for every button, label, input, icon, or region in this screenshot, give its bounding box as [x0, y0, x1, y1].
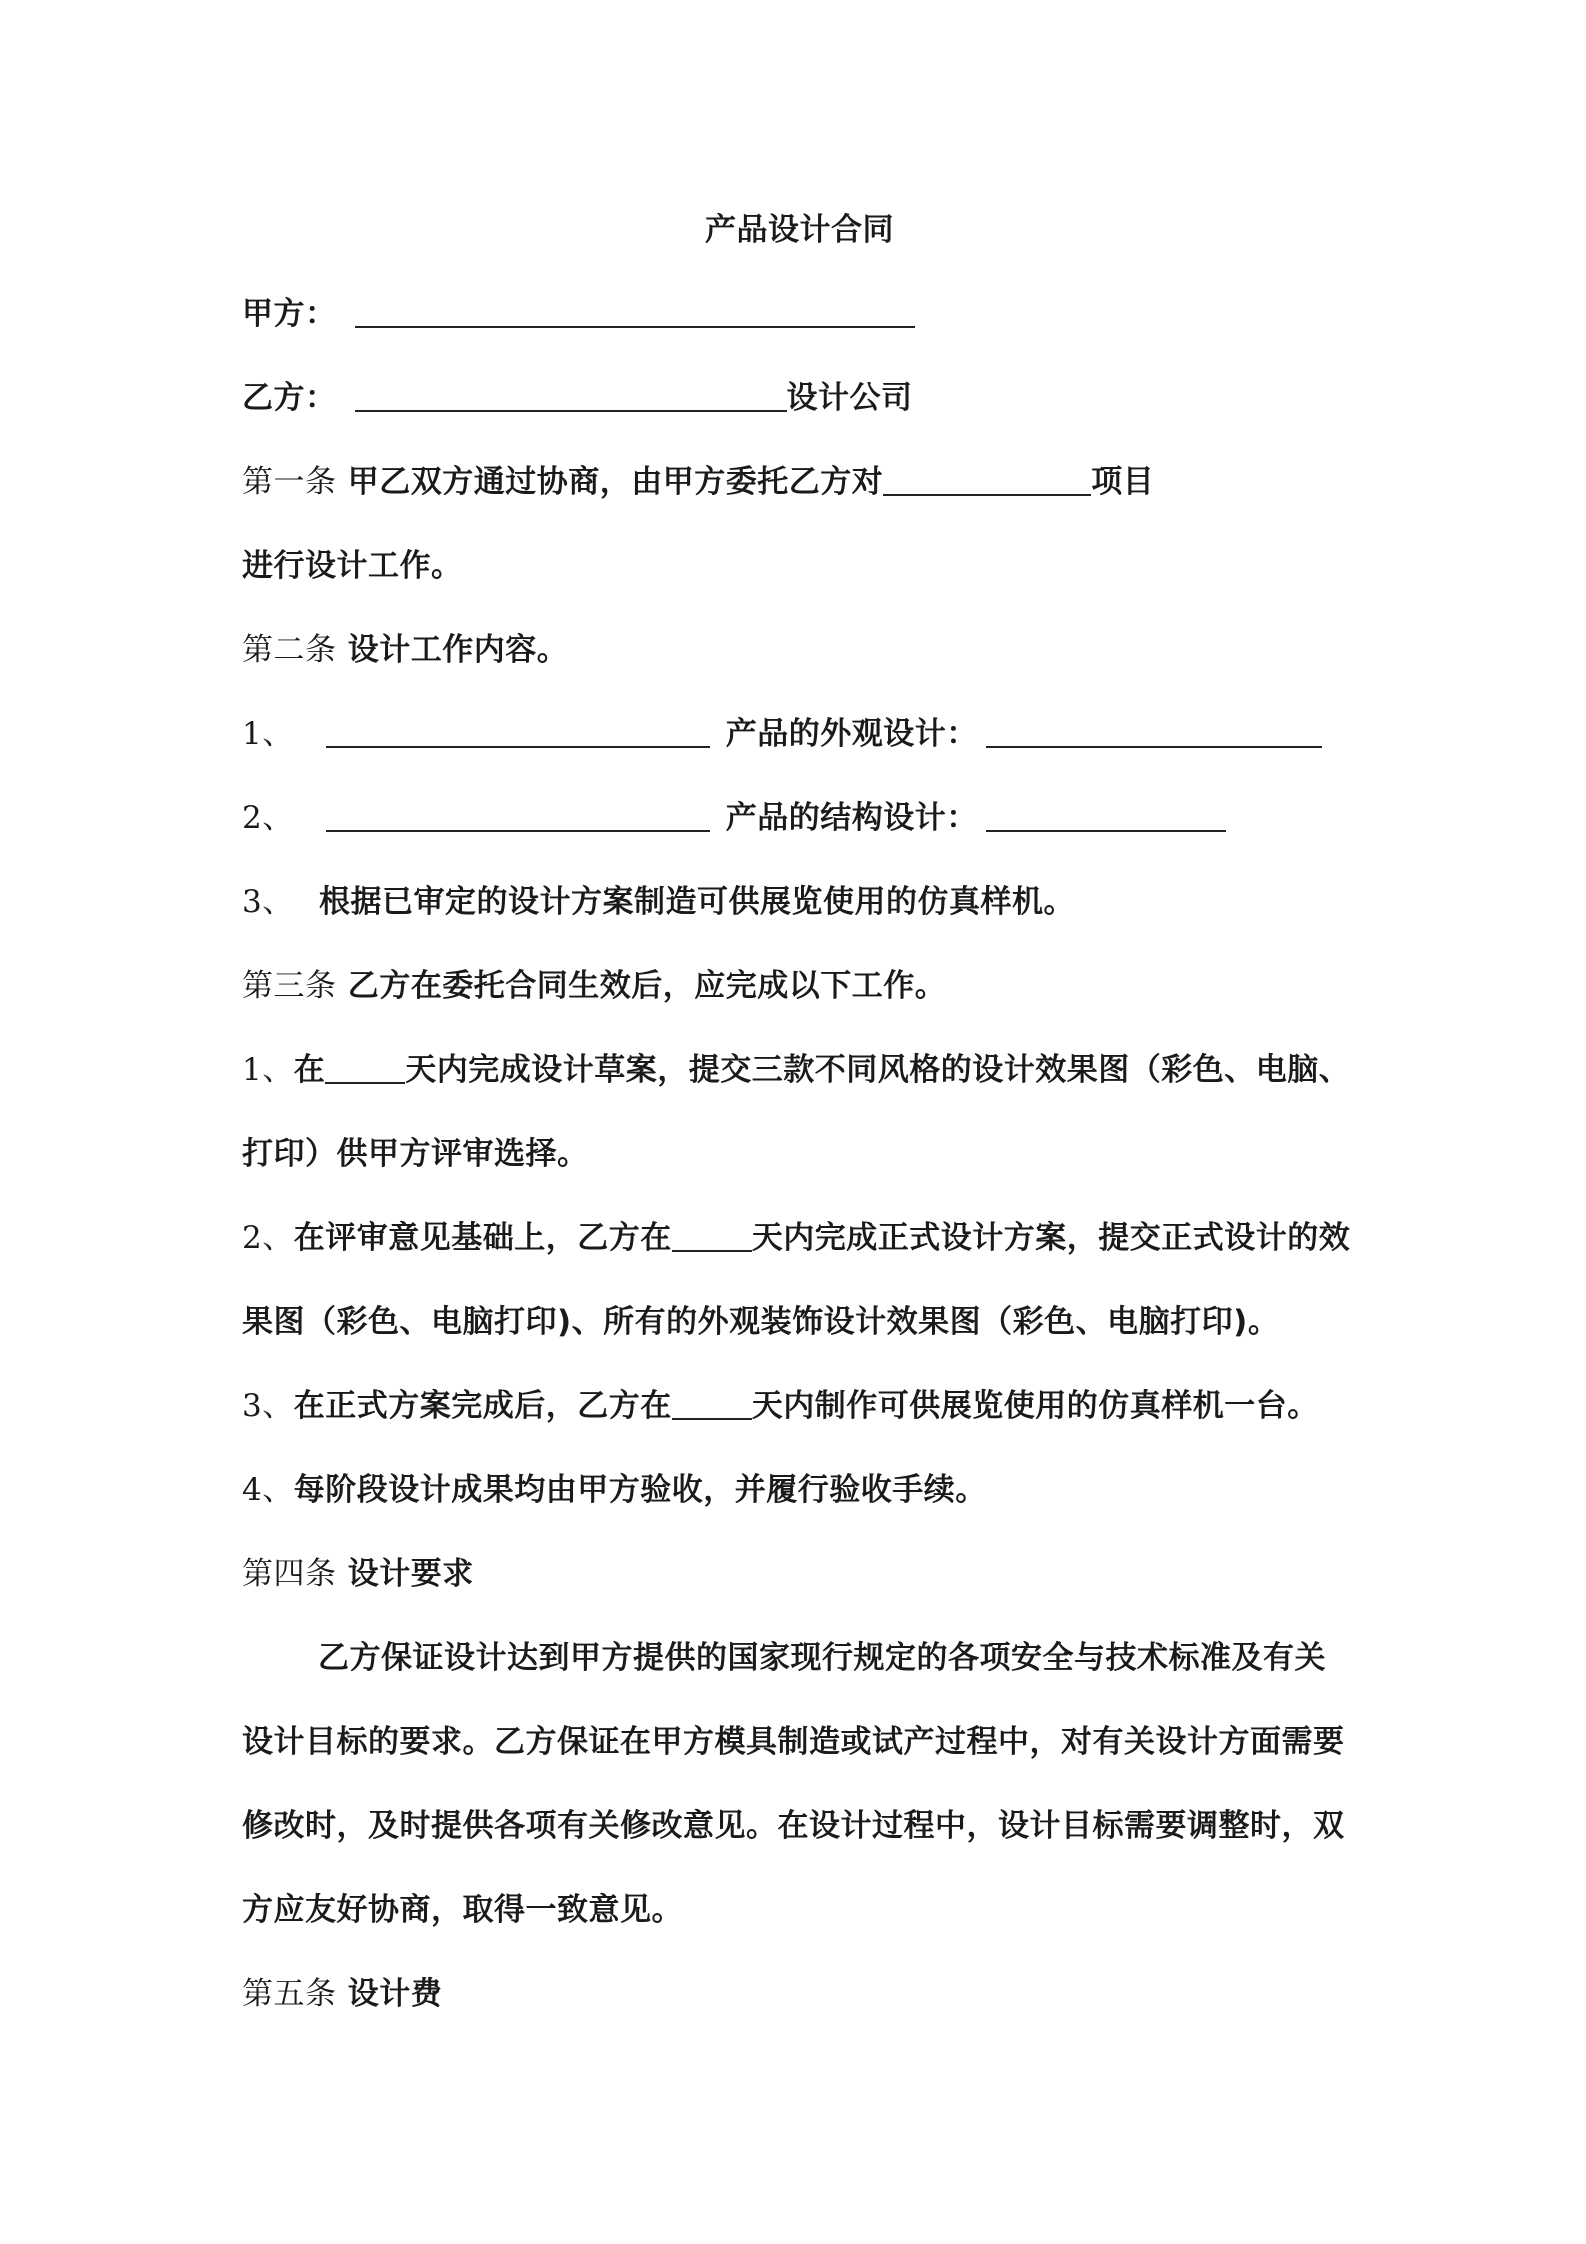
- art3-item1: [242, 1050, 1350, 1090]
- art2-text: 设计工作内容。: [347, 632, 569, 668]
- art4-heading: 第四条: [242, 1556, 337, 1592]
- art1-project-blank[interactable]: [883, 464, 1091, 496]
- art1-text-b: 项目: [1091, 464, 1155, 500]
- art2-item3-num: 3、: [242, 884, 294, 920]
- art2-item1-label: 产品的外观设计：: [725, 716, 978, 752]
- party-a-blank[interactable]: [355, 296, 915, 328]
- art3-item4-a: 每阶段设计成果均由甲方验收，并履行验收手续。: [293, 1472, 987, 1508]
- art3-item1-days-blank[interactable]: [325, 1052, 405, 1084]
- art5-line: [242, 1974, 442, 2014]
- art3-item2-b: 天内完成正式设计方案，提交正式设计的效: [751, 1220, 1351, 1256]
- party-a-line: [242, 294, 915, 334]
- art4-para-line2: 设计目标的要求。乙方保证在甲方模具制造或试产过程中，对有关设计方面需要: [242, 1724, 1345, 1760]
- art5-text: 设计费: [347, 1976, 443, 2012]
- art3-item3-num: 3、: [242, 1388, 294, 1424]
- art1-line: [242, 462, 1154, 502]
- art4-para-line4: 方应友好协商，取得一致意见。: [242, 1892, 683, 1928]
- art5-heading: 第五条: [242, 1976, 337, 2012]
- art3-item2-days-blank[interactable]: [672, 1220, 752, 1252]
- art3-item3-days-blank[interactable]: [672, 1388, 752, 1420]
- art3-line: [242, 966, 946, 1006]
- art3-item2-num: 2、: [242, 1220, 294, 1256]
- art4-para-line3: 修改时，及时提供各项有关修改意见。在设计过程中，设计目标需要调整时，双: [242, 1808, 1345, 1844]
- art2-item1-num: 1、: [242, 716, 294, 752]
- art2-item3: [242, 882, 1075, 922]
- art2-heading: 第二条: [242, 632, 337, 668]
- art3-item3: [242, 1386, 1319, 1426]
- art1-text-a: 甲乙双方通过协商，由甲方委托乙方对: [347, 464, 884, 500]
- art2-item3-text: 根据已审定的设计方案制造可供展览使用的仿真样机。: [319, 884, 1076, 920]
- art3-item2: [242, 1218, 1350, 1258]
- art1-heading: 第一条: [242, 464, 337, 500]
- art4-para-line1: 乙方保证设计达到甲方提供的国家现行规定的各项安全与技术标准及有关: [318, 1640, 1326, 1676]
- art3-item3-a: 在正式方案完成后，乙方在: [293, 1388, 672, 1424]
- art2-item2-num: 2、: [242, 800, 294, 836]
- art3-text: 乙方在委托合同生效后，应完成以下工作。: [347, 968, 947, 1004]
- art2-item1: [242, 714, 1322, 754]
- art2-item1-blank-b[interactable]: [986, 716, 1322, 748]
- art3-item2-a: 在评审意见基础上，乙方在: [293, 1220, 672, 1256]
- party-a-label: 甲方：: [242, 296, 337, 332]
- party-b-blank[interactable]: [355, 380, 787, 412]
- art2-item2: [242, 798, 1226, 838]
- party-b-suffix: 设计公司: [786, 380, 913, 416]
- art3-item1-a: 在: [293, 1052, 326, 1088]
- art3-item1-b: 天内完成设计草案，提交三款不同风格的设计效果图（彩色、电脑、: [405, 1052, 1351, 1088]
- art3-item4: [242, 1470, 987, 1510]
- art2-item2-blank-a[interactable]: [326, 800, 710, 832]
- art4-line: [242, 1554, 474, 1594]
- art3-item3-b: 天内制作可供展览使用的仿真样机一台。: [751, 1388, 1319, 1424]
- art1-cont: 进行设计工作。: [242, 548, 463, 584]
- art2-item2-label: 产品的结构设计：: [725, 800, 978, 836]
- party-b-label: 乙方：: [242, 380, 337, 416]
- art2-item1-blank-a[interactable]: [326, 716, 710, 748]
- art3-heading: 第三条: [242, 968, 337, 1004]
- party-b-line: [242, 378, 913, 418]
- art4-text: 设计要求: [347, 1556, 474, 1592]
- art2-item2-blank-b[interactable]: [986, 800, 1226, 832]
- art3-item2-cont: 果图（彩色、电脑打印)、所有的外观装饰设计效果图（彩色、电脑打印)。: [242, 1304, 1280, 1340]
- art2-line: [242, 630, 568, 670]
- art3-item4-num: 4、: [242, 1472, 294, 1508]
- art3-item1-cont: 打印）供甲方评审选择。: [242, 1136, 589, 1172]
- art3-item1-num: 1、: [242, 1052, 294, 1088]
- page-title: 产品设计合同: [705, 212, 894, 248]
